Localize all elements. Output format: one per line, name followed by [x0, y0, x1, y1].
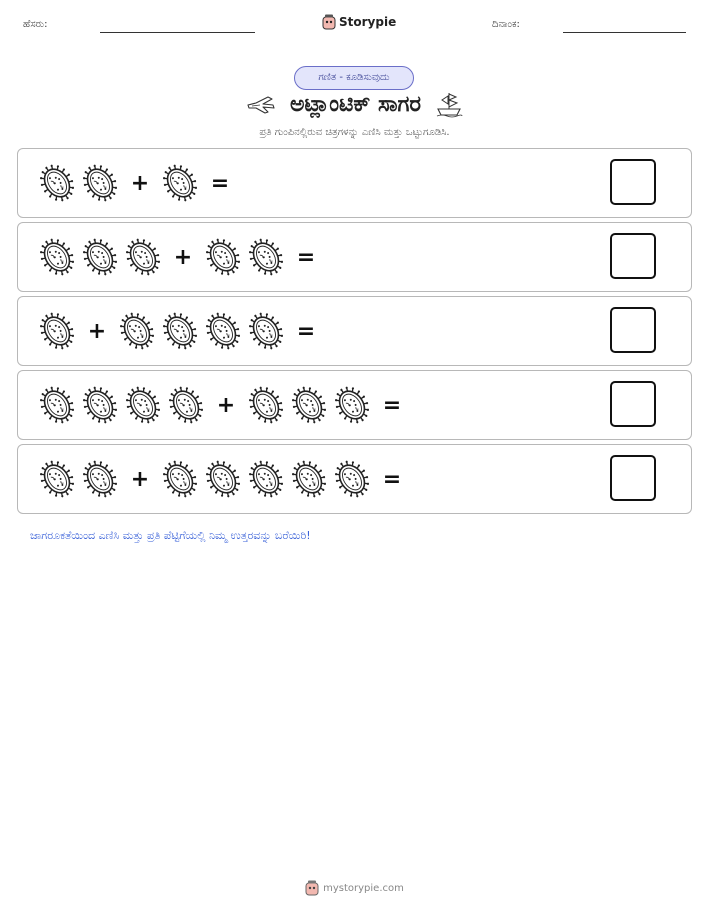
problem-expression	[40, 223, 329, 291]
virus-icon	[40, 385, 74, 425]
problem-row	[17, 444, 692, 514]
virus-icon	[126, 237, 160, 277]
storypie-logo-icon	[322, 14, 336, 30]
plus-sign: +	[173, 244, 193, 270]
virus-icon	[40, 311, 74, 351]
problem-expression	[40, 149, 243, 217]
problem-row	[17, 370, 692, 440]
instructions: ಪ್ರತಿ ಗುಂಪಿನಲ್ಲಿರುವ ಚಿತ್ರಗಳನ್ನು ಎಣಿಸಿ ಮತ್ತು ಒಟ್ಟುಗೂಡಿಸಿ.	[259, 127, 450, 138]
problem-expression	[40, 371, 415, 439]
virus-icon	[83, 385, 117, 425]
virus-icon	[206, 459, 240, 499]
date-label: ದಿನಾಂಕ:	[492, 19, 520, 30]
virus-icon	[292, 385, 326, 425]
answer-box[interactable]	[610, 159, 656, 205]
equals-sign: =	[382, 466, 402, 492]
equals-sign: =	[296, 244, 316, 270]
footer	[0, 880, 709, 896]
bottom-note: ಜಾಗರೂಕತೆಯಿಂದ ಎಣಿಸಿ ಮತ್ತು ಪ್ರತಿ ಪೆಟ್ಟಿಗೆಯಲ್ಲಿ ನಿಮ್ಮ ಉತ್ತರವನ್ನು ಬರೆಯಿರಿ!	[30, 529, 311, 542]
storypie-logo-icon	[305, 880, 319, 896]
plus-sign: +	[87, 318, 107, 344]
virus-icon	[83, 459, 117, 499]
virus-icon	[120, 311, 154, 351]
virus-icon	[206, 237, 240, 277]
equals-sign: =	[296, 318, 316, 344]
name-field[interactable]	[100, 32, 255, 33]
virus-icon	[249, 459, 283, 499]
name-label: ಹೆಸರು:	[23, 19, 48, 30]
equals-sign: =	[210, 170, 230, 196]
virus-icon	[335, 385, 369, 425]
virus-icon	[83, 237, 117, 277]
virus-icon	[206, 311, 240, 351]
virus-icon	[40, 237, 74, 277]
title-row	[0, 90, 709, 118]
virus-icon	[163, 459, 197, 499]
virus-icon	[40, 459, 74, 499]
problem-row	[17, 222, 692, 292]
airplane-icon	[246, 93, 276, 115]
virus-icon	[40, 163, 74, 203]
plus-sign: +	[130, 170, 150, 196]
virus-icon	[169, 385, 203, 425]
topic-tag: ಗಣಿತ - ಕೂಡಿಸುವುದು	[294, 66, 414, 90]
virus-icon	[292, 459, 326, 499]
virus-icon	[163, 163, 197, 203]
page-title: ಅಟ್ಲಾಂಟಿಕ್ ಸಾಗರ	[289, 91, 422, 117]
plus-sign: +	[130, 466, 150, 492]
virus-icon	[335, 459, 369, 499]
plus-sign: +	[216, 392, 236, 418]
answer-box[interactable]	[610, 381, 656, 427]
ship-icon	[435, 90, 463, 118]
problem-row	[17, 148, 692, 218]
equals-sign: =	[382, 392, 402, 418]
problem-expression	[40, 297, 329, 365]
answer-box[interactable]	[610, 233, 656, 279]
virus-icon	[249, 385, 283, 425]
virus-icon	[83, 163, 117, 203]
virus-icon	[163, 311, 197, 351]
problem-expression	[40, 445, 415, 513]
answer-box[interactable]	[610, 455, 656, 501]
answer-box[interactable]	[610, 307, 656, 353]
virus-icon	[249, 311, 283, 351]
brand	[322, 14, 396, 30]
virus-icon	[126, 385, 160, 425]
footer-url: mystorypie.com	[323, 882, 404, 894]
date-field[interactable]	[563, 32, 686, 33]
problem-row	[17, 296, 692, 366]
virus-icon	[249, 237, 283, 277]
brand-name: Storypie	[339, 15, 397, 29]
